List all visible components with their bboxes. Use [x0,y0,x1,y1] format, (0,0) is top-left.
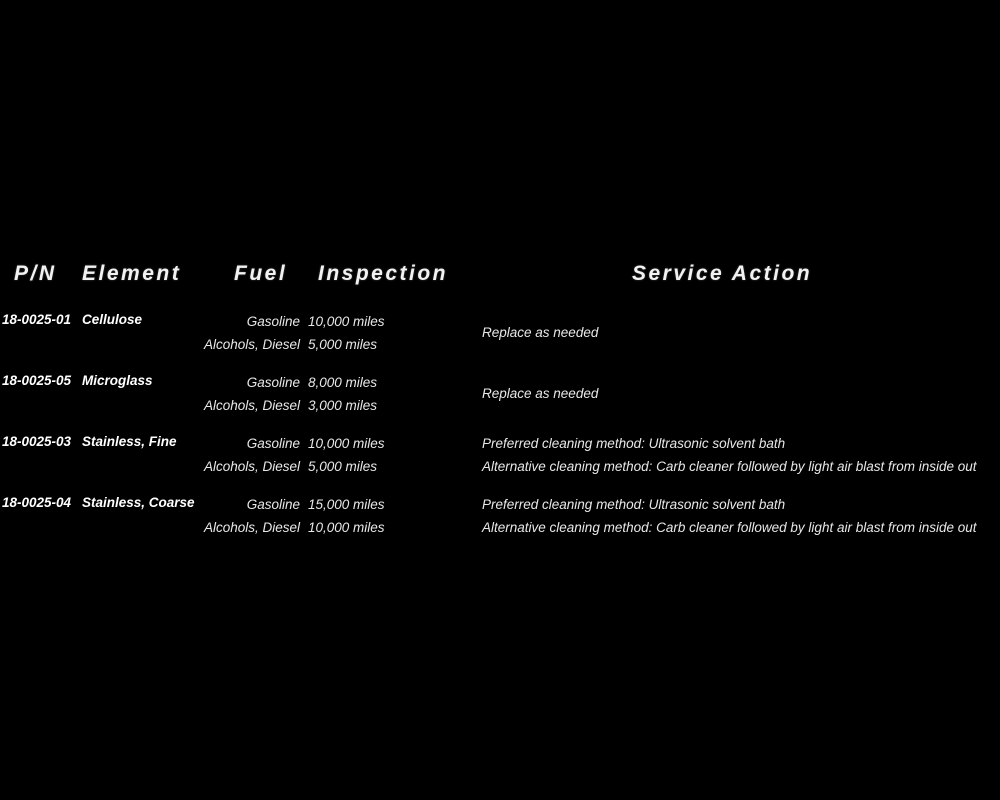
inspection-interval: 10,000 miles [308,436,385,451]
row-fuel-intervals [150,310,402,356]
fuel-interval-line [150,333,402,356]
fuel-interval-line [150,493,402,516]
column-header-element: Element [82,262,182,285]
service-action-line: Preferred cleaning method: Ultrasonic solvent bath [482,436,786,451]
fuel-type: Alcohols, Diesel [203,337,300,352]
service-action-line: Replace as needed [482,325,599,340]
fuel-type: Gasoline [246,436,300,451]
row-element: Cellulose [82,312,143,327]
fuel-interval-line [150,516,402,539]
column-header-fuel: Fuel [234,262,288,285]
column-header-pn: P/N [14,262,57,285]
fuel-interval-line [150,455,402,478]
row-part-number: 18-0025-03 [2,434,72,449]
row-part-number: 18-0025-01 [2,312,72,327]
fuel-interval-line [150,310,402,333]
inspection-interval: 3,000 miles [308,398,378,413]
fuel-type: Gasoline [246,497,300,512]
inspection-interval: 5,000 miles [308,459,378,474]
row-service-actions [482,432,998,478]
row-service-actions [482,493,998,539]
inspection-interval: 5,000 miles [308,337,378,352]
fuel-interval-line [150,371,402,394]
fuel-type: Alcohols, Diesel [203,520,300,535]
fuel-interval-line [150,432,402,455]
fuel-interval-line [150,394,402,417]
column-header-service-action: Service Action [632,262,813,285]
column-header-inspection: Inspection [318,262,449,285]
row-element: Stainless, Coarse [82,495,195,510]
row-service-actions [482,310,998,344]
fuel-type: Alcohols, Diesel [203,398,300,413]
fuel-type: Gasoline [246,375,300,390]
inspection-interval: 10,000 miles [308,314,385,329]
row-fuel-intervals [150,493,402,539]
row-fuel-intervals [150,371,402,417]
table-header-row [0,262,1000,298]
service-action-line: Alternative cleaning method: Carb cleaner followed by light air blast from inside out [482,520,977,535]
inspection-interval: 15,000 miles [308,497,385,512]
row-element: Microglass [82,373,153,388]
inspection-interval: 10,000 miles [308,520,385,535]
inspection-interval: 8,000 miles [308,375,378,390]
row-part-number: 18-0025-04 [2,495,72,510]
fuel-type: Gasoline [246,314,300,329]
row-fuel-intervals [150,432,402,478]
service-action-line: Alternative cleaning method: Carb cleaner followed by light air blast from inside out [482,459,977,474]
row-service-actions [482,371,998,405]
row-element: Stainless, Fine [82,434,177,449]
fuel-type: Alcohols, Diesel [203,459,300,474]
row-part-number: 18-0025-05 [2,373,72,388]
service-action-line: Replace as needed [482,386,599,401]
service-action-line: Preferred cleaning method: Ultrasonic solvent bath [482,497,786,512]
